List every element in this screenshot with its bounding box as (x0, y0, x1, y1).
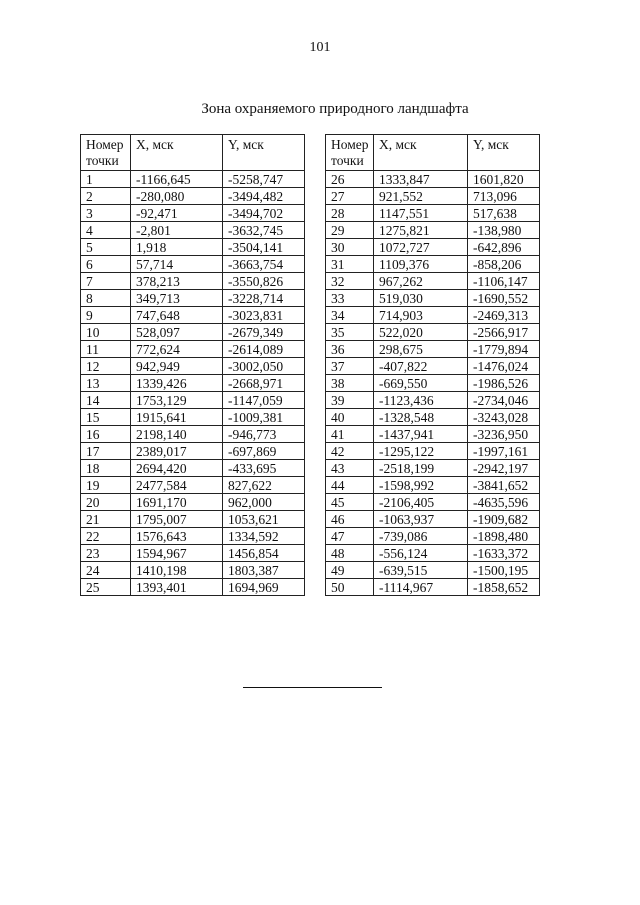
y-coordinate-cell: 713,096 (468, 188, 540, 205)
point-number-cell: 9 (81, 307, 131, 324)
table-row (326, 409, 540, 426)
table-row (326, 562, 540, 579)
x-coordinate-cell: -1114,967 (374, 579, 468, 596)
point-number-cell: 22 (81, 528, 131, 545)
y-coordinate-cell: -2679,349 (223, 324, 305, 341)
point-number-cell: 46 (326, 511, 374, 528)
table-row (81, 494, 305, 511)
y-coordinate-cell: -1779,894 (468, 341, 540, 358)
y-coordinate-cell: -642,896 (468, 239, 540, 256)
table-row (326, 528, 540, 545)
table-row (81, 562, 305, 579)
point-number-cell: 8 (81, 290, 131, 307)
x-coordinate-cell: 772,624 (131, 341, 223, 358)
x-coordinate-cell: 522,020 (374, 324, 468, 341)
y-coordinate-cell: -138,980 (468, 222, 540, 239)
x-coordinate-cell: -92,471 (131, 205, 223, 222)
x-coordinate-cell: -2,801 (131, 222, 223, 239)
x-coordinate-cell: -1598,992 (374, 477, 468, 494)
point-number-cell: 26 (326, 171, 374, 188)
x-coordinate-cell: 528,097 (131, 324, 223, 341)
table-row (81, 222, 305, 239)
x-coordinate-cell: 1691,170 (131, 494, 223, 511)
point-number-cell: 24 (81, 562, 131, 579)
point-number-cell: 1 (81, 171, 131, 188)
x-coordinate-cell: -2106,405 (374, 494, 468, 511)
table-row (81, 273, 305, 290)
y-coordinate-cell: -3504,141 (223, 239, 305, 256)
x-coordinate-header: X, мск (374, 135, 468, 171)
x-coordinate-cell: 942,949 (131, 358, 223, 375)
table-row (326, 222, 540, 239)
table-row (326, 443, 540, 460)
table-row (326, 358, 540, 375)
x-coordinate-cell: 1109,376 (374, 256, 468, 273)
table-row (326, 494, 540, 511)
x-coordinate-cell: 1576,643 (131, 528, 223, 545)
point-number-cell: 28 (326, 205, 374, 222)
y-coordinate-cell: -3023,831 (223, 307, 305, 324)
point-number-cell: 15 (81, 409, 131, 426)
x-coordinate-cell: 1,918 (131, 239, 223, 256)
point-number-cell: 3 (81, 205, 131, 222)
table-row (81, 290, 305, 307)
y-coordinate-cell: -2614,089 (223, 341, 305, 358)
x-coordinate-cell: 1410,198 (131, 562, 223, 579)
point-number-cell: 30 (326, 239, 374, 256)
x-coordinate-cell: 298,675 (374, 341, 468, 358)
y-coordinate-cell: -1106,147 (468, 273, 540, 290)
x-coordinate-cell: -2518,199 (374, 460, 468, 477)
point-number-cell: 42 (326, 443, 374, 460)
x-coordinate-cell: 1393,401 (131, 579, 223, 596)
y-coordinate-header: Y, мск (223, 135, 305, 171)
y-coordinate-cell: -1690,552 (468, 290, 540, 307)
point-number-cell: 38 (326, 375, 374, 392)
y-coordinate-cell: -946,773 (223, 426, 305, 443)
point-number-cell: 48 (326, 545, 374, 562)
table-row (326, 579, 540, 596)
x-coordinate-cell: 2389,017 (131, 443, 223, 460)
point-number-cell: 6 (81, 256, 131, 273)
x-coordinate-cell: 967,262 (374, 273, 468, 290)
x-coordinate-cell: -1295,122 (374, 443, 468, 460)
point-number-cell: 14 (81, 392, 131, 409)
point-number-cell: 37 (326, 358, 374, 375)
x-coordinate-cell: 2477,584 (131, 477, 223, 494)
point-number-cell: 25 (81, 579, 131, 596)
y-coordinate-cell: -2469,313 (468, 307, 540, 324)
x-coordinate-cell: 2198,140 (131, 426, 223, 443)
x-coordinate-cell: 519,030 (374, 290, 468, 307)
point-number-cell: 35 (326, 324, 374, 341)
table-row (326, 256, 540, 273)
point-number-cell: 34 (326, 307, 374, 324)
point-number-cell: 23 (81, 545, 131, 562)
x-coordinate-cell: 57,714 (131, 256, 223, 273)
y-coordinate-cell: -3663,754 (223, 256, 305, 273)
point-number-cell: 49 (326, 562, 374, 579)
y-coordinate-cell: -4635,596 (468, 494, 540, 511)
y-coordinate-cell: -1147,059 (223, 392, 305, 409)
y-coordinate-cell: -3236,950 (468, 426, 540, 443)
table-row (326, 205, 540, 222)
x-coordinate-cell: 1753,129 (131, 392, 223, 409)
point-number-header (81, 135, 131, 171)
table-row (326, 426, 540, 443)
x-coordinate-cell: -1123,436 (374, 392, 468, 409)
coordinates-table-right (325, 134, 540, 596)
y-coordinate-cell: -3002,050 (223, 358, 305, 375)
y-coordinate-cell: 1803,387 (223, 562, 305, 579)
table-row (81, 358, 305, 375)
x-coordinate-cell: -1063,937 (374, 511, 468, 528)
y-coordinate-cell: -1476,024 (468, 358, 540, 375)
point-number-cell: 36 (326, 341, 374, 358)
x-coordinate-cell: 1795,007 (131, 511, 223, 528)
y-coordinate-cell: -3550,826 (223, 273, 305, 290)
point-number-cell: 7 (81, 273, 131, 290)
point-number-cell: 27 (326, 188, 374, 205)
y-coordinate-cell: -1986,526 (468, 375, 540, 392)
y-coordinate-cell: -2734,046 (468, 392, 540, 409)
y-coordinate-cell: -3243,028 (468, 409, 540, 426)
table-row (81, 171, 305, 188)
table-row (81, 392, 305, 409)
point-number-cell: 5 (81, 239, 131, 256)
table-row (81, 477, 305, 494)
x-coordinate-cell: 921,552 (374, 188, 468, 205)
point-number-cell: 47 (326, 528, 374, 545)
y-coordinate-cell: 962,000 (223, 494, 305, 511)
x-coordinate-cell: 1147,551 (374, 205, 468, 222)
y-coordinate-cell: 1694,969 (223, 579, 305, 596)
point-number-cell: 17 (81, 443, 131, 460)
table-row (81, 409, 305, 426)
x-coordinate-cell: 747,648 (131, 307, 223, 324)
point-number-cell: 32 (326, 273, 374, 290)
point-number-cell: 45 (326, 494, 374, 511)
table-row (81, 188, 305, 205)
table-row (326, 239, 540, 256)
x-coordinate-cell: -556,124 (374, 545, 468, 562)
point-number-cell: 16 (81, 426, 131, 443)
table-row (326, 375, 540, 392)
point-header-line2: точки (86, 153, 119, 168)
y-coordinate-cell: -1858,652 (468, 579, 540, 596)
y-coordinate-cell: 1334,592 (223, 528, 305, 545)
point-number-cell: 44 (326, 477, 374, 494)
document-title: Зона охраняемого природного ландшафта (201, 101, 469, 117)
point-number-cell: 11 (81, 341, 131, 358)
y-coordinate-cell: -3632,745 (223, 222, 305, 239)
x-coordinate-cell: -407,822 (374, 358, 468, 375)
x-coordinate-cell: -739,086 (374, 528, 468, 545)
table-row (326, 307, 540, 324)
y-coordinate-cell: -2566,917 (468, 324, 540, 341)
point-number-header (326, 135, 374, 171)
table-row (326, 171, 540, 188)
table-row (326, 290, 540, 307)
end-separator-line (243, 687, 382, 688)
table-row (326, 477, 540, 494)
table-row (81, 528, 305, 545)
table-header-row (81, 135, 305, 171)
coordinates-table-left (80, 134, 305, 596)
x-coordinate-cell: 1594,967 (131, 545, 223, 562)
x-coordinate-cell: -639,515 (374, 562, 468, 579)
point-number-cell: 31 (326, 256, 374, 273)
table-row (81, 324, 305, 341)
y-coordinate-cell: -3494,482 (223, 188, 305, 205)
x-coordinate-cell: 1915,641 (131, 409, 223, 426)
x-coordinate-cell: 1333,847 (374, 171, 468, 188)
point-number-cell: 2 (81, 188, 131, 205)
table-header-row (326, 135, 540, 171)
x-coordinate-cell: -280,080 (131, 188, 223, 205)
point-number-cell: 18 (81, 460, 131, 477)
x-coordinate-cell: -1437,941 (374, 426, 468, 443)
table-row (81, 443, 305, 460)
x-coordinate-cell: 1072,727 (374, 239, 468, 256)
y-coordinate-cell: 1456,854 (223, 545, 305, 562)
table-row (81, 426, 305, 443)
point-header-line1: Номер (331, 137, 369, 152)
point-number-cell: 13 (81, 375, 131, 392)
y-coordinate-cell: -1500,195 (468, 562, 540, 579)
y-coordinate-cell: -1898,480 (468, 528, 540, 545)
x-coordinate-cell: 2694,420 (131, 460, 223, 477)
y-coordinate-cell: -697,869 (223, 443, 305, 460)
y-coordinate-cell: -3841,652 (468, 477, 540, 494)
y-coordinate-cell: -2942,197 (468, 460, 540, 477)
y-coordinate-cell: -2668,971 (223, 375, 305, 392)
y-coordinate-header: Y, мск (468, 135, 540, 171)
y-coordinate-cell: -3228,714 (223, 290, 305, 307)
y-coordinate-cell: 1601,820 (468, 171, 540, 188)
y-coordinate-cell: 517,638 (468, 205, 540, 222)
y-coordinate-cell: 1053,621 (223, 511, 305, 528)
table-row (81, 307, 305, 324)
y-coordinate-cell: -1633,372 (468, 545, 540, 562)
point-number-cell: 39 (326, 392, 374, 409)
y-coordinate-cell: -5258,747 (223, 171, 305, 188)
point-number-cell: 50 (326, 579, 374, 596)
table-row (81, 256, 305, 273)
x-coordinate-cell: -669,550 (374, 375, 468, 392)
table-row (326, 341, 540, 358)
point-number-cell: 21 (81, 511, 131, 528)
table-row (81, 545, 305, 562)
table-row (326, 460, 540, 477)
table-row (326, 511, 540, 528)
table-row (326, 273, 540, 290)
point-number-cell: 41 (326, 426, 374, 443)
page-number: 101 (309, 40, 331, 55)
table-row (326, 545, 540, 562)
point-number-cell: 12 (81, 358, 131, 375)
table-row (326, 324, 540, 341)
x-coordinate-cell: 349,713 (131, 290, 223, 307)
x-coordinate-cell: 1339,426 (131, 375, 223, 392)
x-coordinate-header: X, мск (131, 135, 223, 171)
y-coordinate-cell: -1997,161 (468, 443, 540, 460)
table-row (81, 239, 305, 256)
y-coordinate-cell: -3494,702 (223, 205, 305, 222)
table-row (326, 188, 540, 205)
point-header-line2: точки (331, 153, 364, 168)
point-number-cell: 29 (326, 222, 374, 239)
point-number-cell: 4 (81, 222, 131, 239)
x-coordinate-cell: 714,903 (374, 307, 468, 324)
x-coordinate-cell: -1166,645 (131, 171, 223, 188)
point-header-line1: Номер (86, 137, 124, 152)
table-row (81, 341, 305, 358)
table-row (326, 392, 540, 409)
y-coordinate-cell: -1909,682 (468, 511, 540, 528)
point-number-cell: 43 (326, 460, 374, 477)
table-row (81, 511, 305, 528)
table-row (81, 460, 305, 477)
point-number-cell: 33 (326, 290, 374, 307)
x-coordinate-cell: -1328,548 (374, 409, 468, 426)
point-number-cell: 40 (326, 409, 374, 426)
x-coordinate-cell: 378,213 (131, 273, 223, 290)
y-coordinate-cell: -433,695 (223, 460, 305, 477)
point-number-cell: 10 (81, 324, 131, 341)
table-row (81, 375, 305, 392)
y-coordinate-cell: -858,206 (468, 256, 540, 273)
point-number-cell: 20 (81, 494, 131, 511)
point-number-cell: 19 (81, 477, 131, 494)
table-row (81, 205, 305, 222)
y-coordinate-cell: 827,622 (223, 477, 305, 494)
x-coordinate-cell: 1275,821 (374, 222, 468, 239)
y-coordinate-cell: -1009,381 (223, 409, 305, 426)
table-row (81, 579, 305, 596)
